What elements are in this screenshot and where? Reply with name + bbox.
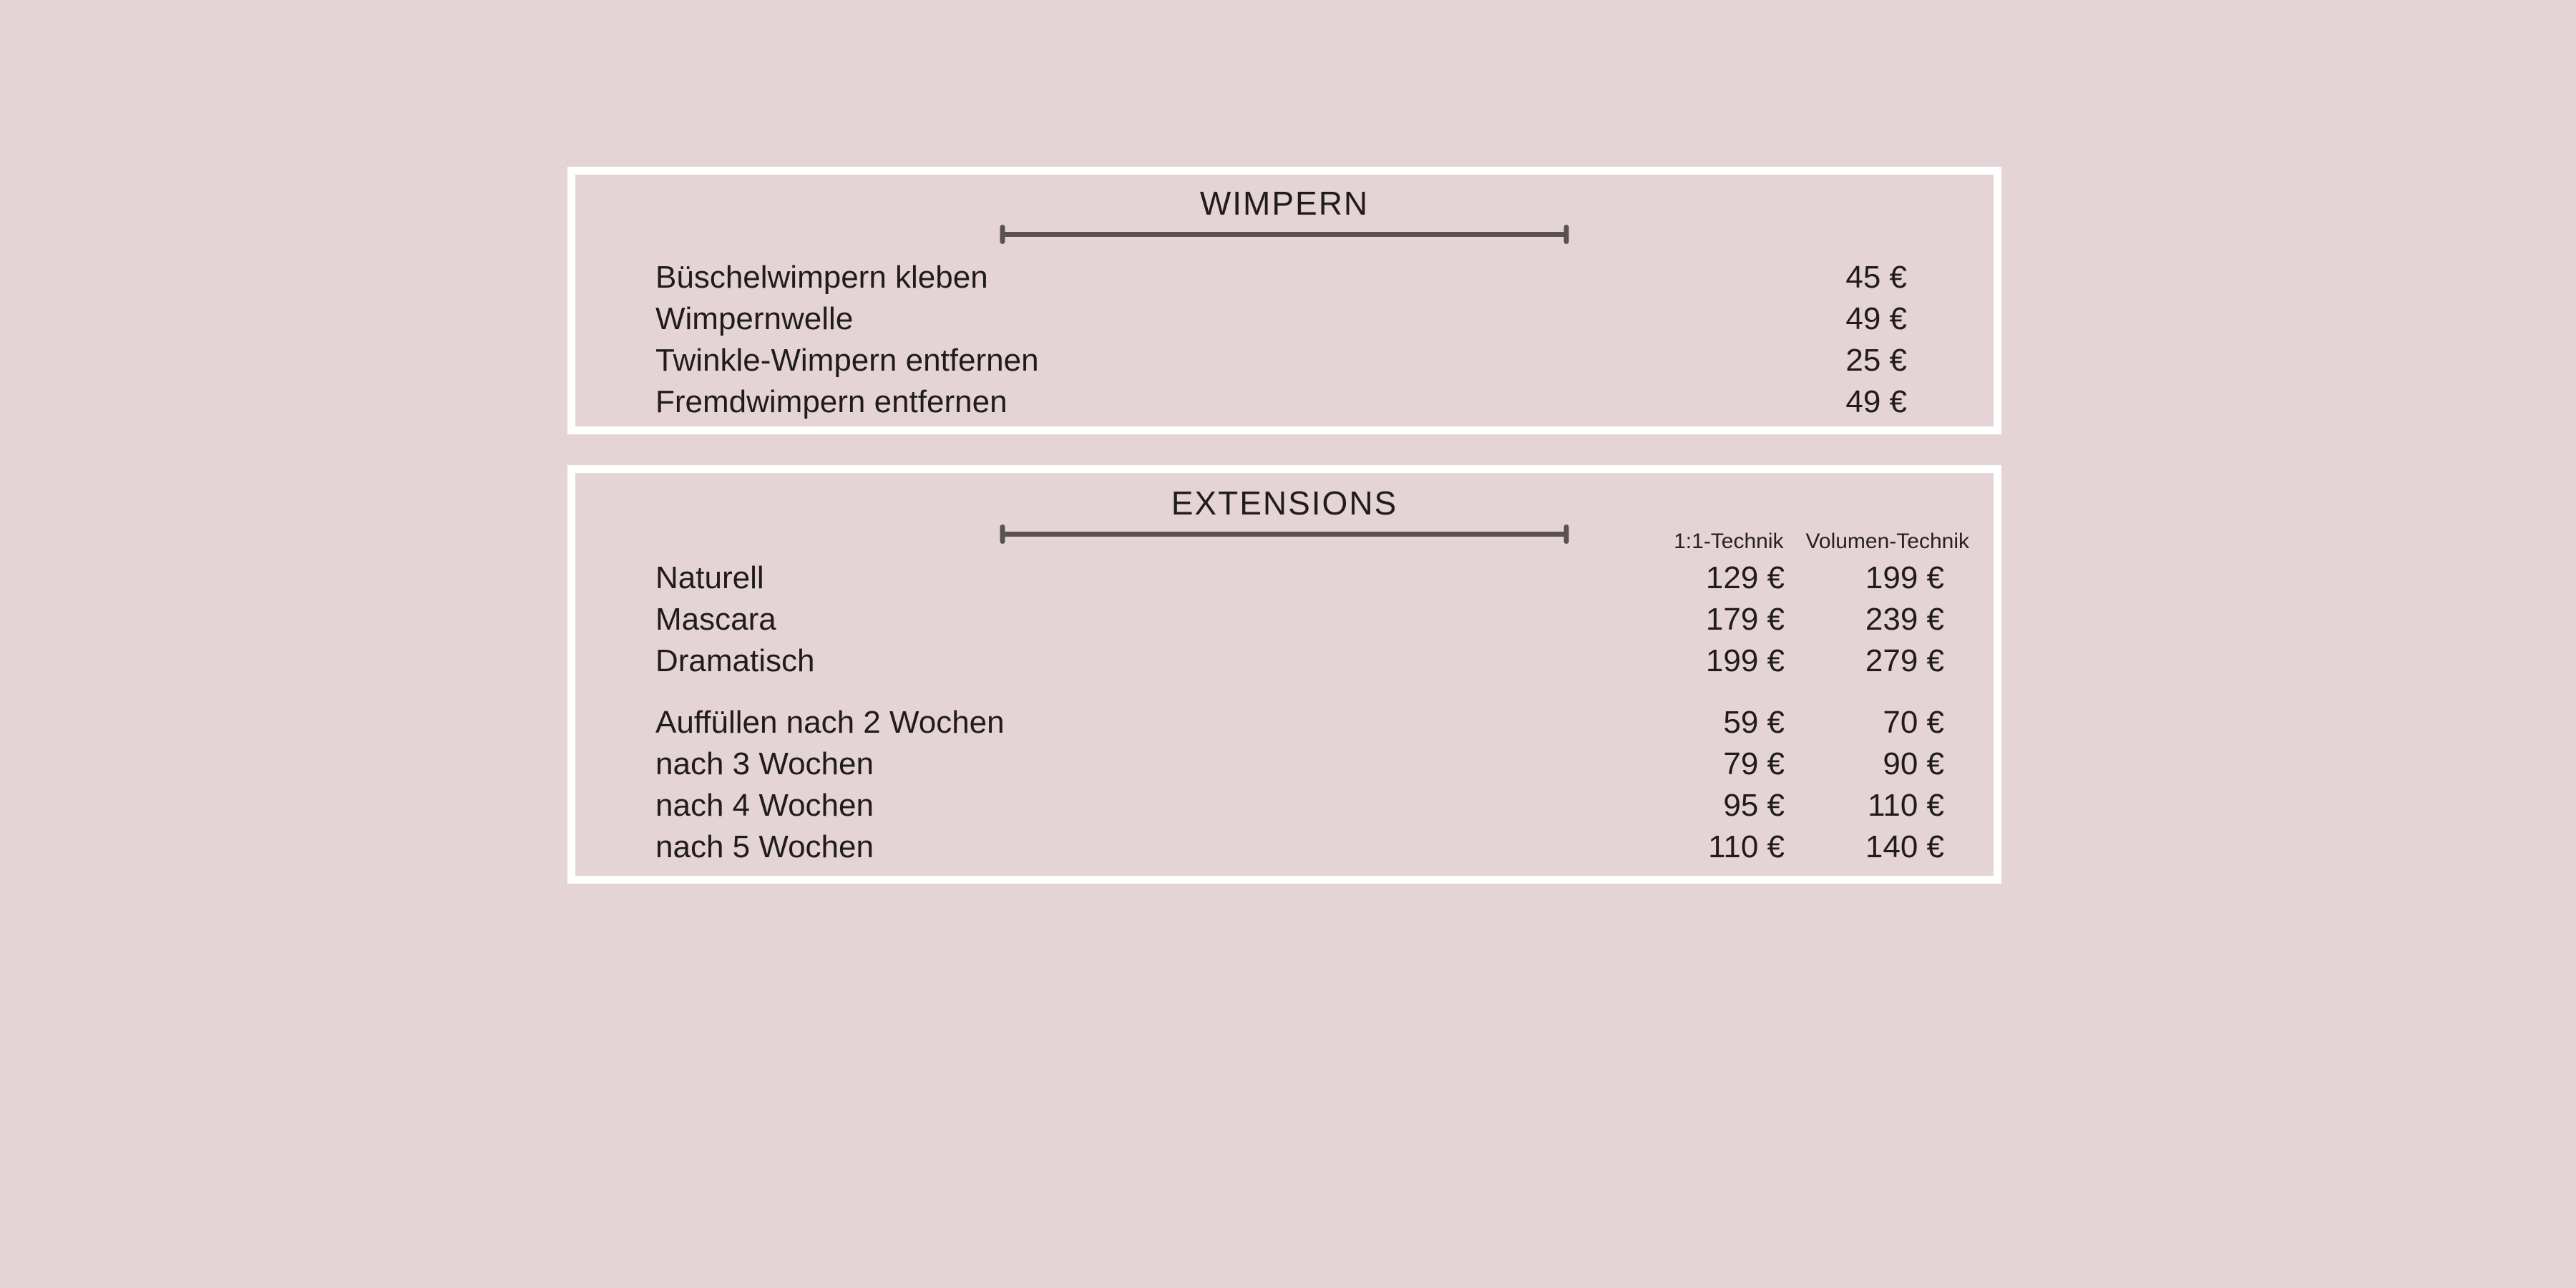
- service-label: Auffüllen nach 2 Wochen: [655, 705, 1005, 740]
- section-extensions-divider-row: [575, 525, 1994, 553]
- service-label: Wimpernwelle: [655, 301, 854, 336]
- price-1-1-technik: 59 €: [1723, 705, 1785, 740]
- service-label: Büschelwimpern kleben: [655, 260, 988, 295]
- section-extensions: [567, 465, 2001, 884]
- divider-line: [1000, 525, 1569, 545]
- column-header-volumen-technik: Volumen-Technik: [1805, 530, 1969, 553]
- service-label: Naturell: [655, 560, 764, 595]
- price-row: [575, 826, 1994, 868]
- section-wimpern-divider-row: [575, 225, 1994, 245]
- price-1-1-technik: 129 €: [1705, 560, 1785, 595]
- price-volumen-technik: 70 €: [1883, 705, 1944, 740]
- service-price: 49 €: [1845, 384, 1907, 419]
- price-volumen-technik: 110 €: [1868, 788, 1944, 823]
- section-wimpern-title: WIMPERN: [1199, 185, 1370, 222]
- price-volumen-technik: 90 €: [1883, 746, 1944, 781]
- price-row: [575, 599, 1994, 640]
- service-price: 45 €: [1845, 260, 1907, 295]
- divider-bar: [1000, 232, 1569, 237]
- divider-bar: [1000, 532, 1569, 537]
- divider-right-cap: [1564, 525, 1569, 544]
- price-row: [575, 257, 1994, 298]
- price-row: [575, 702, 1994, 743]
- service-label: Mascara: [655, 602, 776, 637]
- price-row: [575, 743, 1994, 785]
- price-row: [575, 640, 1994, 682]
- wimpern-rows: [575, 257, 1994, 423]
- divider-right-cap: [1564, 225, 1569, 244]
- price-volumen-technik: 239 €: [1865, 602, 1944, 637]
- service-label: Twinkle-Wimpern entfernen: [655, 343, 1039, 378]
- price-volumen-technik: 279 €: [1865, 643, 1944, 678]
- column-header-1-1-technik: 1:1-Technik: [1674, 530, 1784, 553]
- price-volumen-technik: 140 €: [1865, 829, 1944, 864]
- price-1-1-technik: 179 €: [1705, 602, 1785, 637]
- divider-line: [1000, 225, 1569, 245]
- service-label: nach 3 Wochen: [655, 746, 874, 781]
- price-1-1-technik: 95 €: [1723, 788, 1785, 823]
- service-price: 49 €: [1845, 301, 1907, 336]
- section-extensions-title: EXTENSIONS: [1171, 484, 1398, 522]
- price-row: [575, 381, 1994, 423]
- extensions-refill-rows: [575, 702, 1994, 868]
- price-1-1-technik: 110 €: [1708, 829, 1785, 864]
- price-volumen-technik: 199 €: [1865, 560, 1944, 595]
- price-1-1-technik: 79 €: [1723, 746, 1785, 781]
- price-column-headers: [1674, 529, 1969, 555]
- price-row: [575, 340, 1994, 381]
- extensions-style-rows: [575, 557, 1994, 682]
- price-1-1-technik: 199 €: [1705, 643, 1785, 678]
- service-price: 25 €: [1845, 343, 1907, 378]
- price-row: [575, 785, 1994, 826]
- service-label: nach 4 Wochen: [655, 788, 874, 823]
- price-row: [575, 557, 1994, 599]
- service-label: Dramatisch: [655, 643, 815, 678]
- price-row: [575, 298, 1994, 340]
- service-label: Fremdwimpern entfernen: [655, 384, 1008, 419]
- section-wimpern: [567, 167, 2001, 434]
- service-label: nach 5 Wochen: [655, 829, 874, 864]
